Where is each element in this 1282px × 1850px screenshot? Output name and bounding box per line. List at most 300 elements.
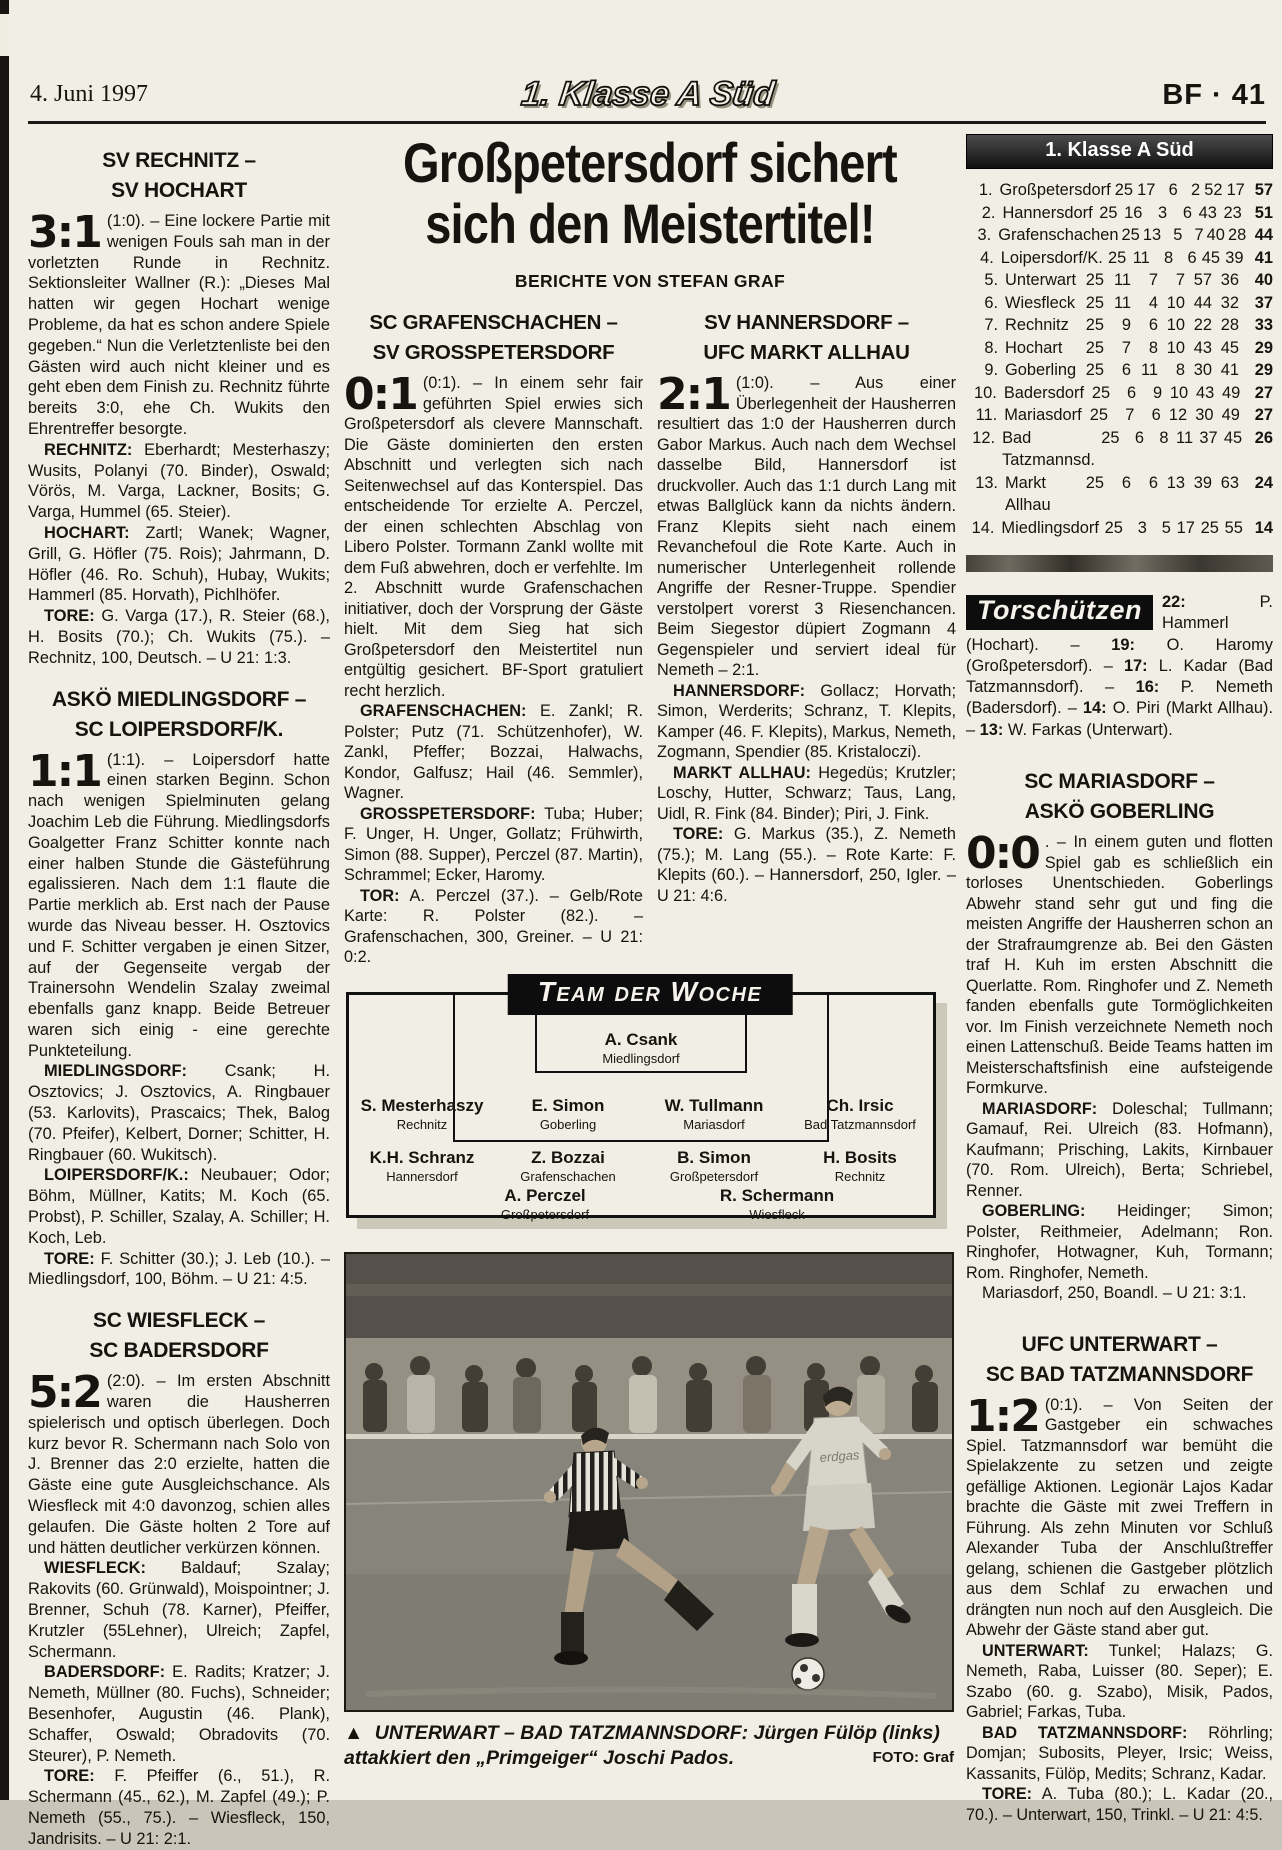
match-title-line2: SC BAD TATZMANNSDORF xyxy=(985,1362,1254,1386)
lineup-label: HANNERSDORF: xyxy=(673,681,806,700)
photo-credit: FOTO: Graf xyxy=(872,1748,954,1766)
player-club: Mariasdorf xyxy=(683,1116,745,1132)
match-title-line2: SV GROSSPETERSDORF xyxy=(372,341,615,364)
halftime-score: (0:1). xyxy=(422,374,461,392)
lineup-text: Eberhardt; Mesterhaszy; Wusits, Polanyi (70. Binder), Oswald; Vörös, M. Varga, Lackner, Bosits; G. Varga, Hummel (65. Steier). xyxy=(28,440,330,522)
match-score: 0:0 xyxy=(966,828,1039,880)
right-column xyxy=(966,134,1273,1825)
lineup-text: Neubauer; Odor; Böhm, Müllner, Katits; M. Koch (65. Probst), P. Schiller, Szalay, A. Schiller; H. Koch, Leb. xyxy=(28,1166,330,1247)
table-played: 25 xyxy=(1085,293,1104,312)
table-team: Großpetersdorf xyxy=(999,181,1111,199)
lineup-label: UNTERWART: xyxy=(982,1641,1089,1660)
scorer-goals: 22: xyxy=(1162,593,1186,611)
lineup-label: TOR: xyxy=(360,886,400,905)
table-wins: 3 xyxy=(1137,518,1147,537)
lead-text: – Eine lockere Partie mit wenigen Fouls sah man in der vorletzten Runde in Rechnitz. Sektionsleiter Wallner (R.): „Dieses Mal hatten wir gegen Hochart wenige Probleme, da hat es schon andere Spiele gegeben.“ Nun die Verletztenliste bei den Gästen wird auch nicht kleiner und es geht eben dem Finish zu. Rechnitz führte bereits 3:0, ehe Ch. Wukits den Ehrentreffer besorgte. xyxy=(28,212,330,438)
table-wins: 11 xyxy=(1132,248,1150,267)
lineup-label: MARKT ALLHAU: xyxy=(673,763,811,782)
table-played: 25 xyxy=(1101,428,1120,447)
league-table-row xyxy=(966,472,1273,517)
lineup-row xyxy=(28,606,330,668)
match-title-line1: SC WIESFLECK – xyxy=(93,1309,265,1333)
table-wins: 6 xyxy=(1121,473,1131,492)
table-losses: 10 xyxy=(1166,316,1185,334)
match-report-rechnitz-hochart xyxy=(28,146,330,669)
lineups xyxy=(966,1099,1273,1304)
table-goals-for: 40 xyxy=(1206,226,1225,244)
lineups xyxy=(966,1641,1273,1826)
player-name: B. Simon xyxy=(677,1147,751,1167)
lead-text: – Von Seiten der Gastgeber ein schwaches Spiel. Tatzmannsdorf war bemüht die Spielakzente zu setzen und zeigte gefällige Aktionen. Legionär Lajos Kadar brachte die Gäste mit zwei Treffern in Führung. Als zehn Minuten vor Schluß Alexander Tuba der Anschlußtreffer gelang, schienen die Gastgeber plötzlich aus dem Schlaf zu erwachen und drängten nun noch auf den Ausgleich. Die Abwehr der Gäste stand aber gut. xyxy=(966,1395,1273,1640)
photo-caption xyxy=(344,1721,956,1771)
table-wins: 11 xyxy=(1113,271,1131,289)
table-points: 41 xyxy=(1254,248,1273,267)
league-table-row xyxy=(966,269,1273,292)
match-report-grafenschachen-grosspetersdorf xyxy=(344,298,643,968)
player-name: E. Simon xyxy=(531,1095,605,1115)
table-goals-against: 49 xyxy=(1221,383,1241,402)
table-draws: 8 xyxy=(1148,338,1158,357)
table-goals-for: 37 xyxy=(1199,428,1218,447)
lineup-label: TORE: xyxy=(982,1785,1033,1804)
table-goals-against: 28 xyxy=(1227,226,1247,244)
player-name: Ch. Irsic xyxy=(826,1095,894,1115)
league-table-row xyxy=(966,292,1273,315)
team-of-week-pitch xyxy=(346,992,936,1222)
table-points: 44 xyxy=(1254,226,1273,244)
table-wins: 17 xyxy=(1137,181,1156,199)
match-title-line1: ASKÖ MIEDLINGSDORF – xyxy=(51,687,307,711)
table-played: 25 xyxy=(1121,226,1140,244)
match-lead xyxy=(344,369,643,701)
scorer-goals: 13: xyxy=(979,720,1004,739)
table-losses: 13 xyxy=(1166,473,1185,492)
table-points: 40 xyxy=(1254,271,1273,289)
table-team: Hochart xyxy=(1005,338,1063,357)
lineups xyxy=(28,1061,330,1290)
scorer-entry xyxy=(980,721,1173,739)
team-of-week-player xyxy=(429,1187,661,1222)
main-headline xyxy=(344,132,956,254)
match-score: 3:1 xyxy=(28,207,101,258)
top-scorers-label: Torschützen xyxy=(966,595,1153,630)
scorer-name: W. Farkas (Unterwart). xyxy=(1003,720,1173,739)
scorer-goals: 16: xyxy=(1135,678,1160,697)
table-wins: 6 xyxy=(1134,428,1145,447)
team-of-week-player xyxy=(495,1097,641,1132)
table-rank: 1. xyxy=(978,181,993,199)
lineup-label: WIESFLECK: xyxy=(44,1559,146,1578)
table-goals-for: 30 xyxy=(1195,406,1214,424)
lineup-text: Tunkel; Halazs; G. Nemeth, Raba, Luisser (80. Seper); E. Szabo (60. g. Szabo), Misik, Pados, Gabriel; Farkas, Tuba. xyxy=(966,1641,1273,1722)
table-losses: 10 xyxy=(1166,338,1185,357)
lineup-text: G. Markus (35.), Z. Nemeth (75.); M. Lang (55.). – Rote Karte: F. Klepits (60.). – Hannersdorf, 250, Igler. – U 21: 4:6. xyxy=(657,825,956,905)
table-goals-for: 22 xyxy=(1193,316,1212,334)
lineup-row xyxy=(28,1558,330,1662)
lead-text: – In einem guten und flotten Spiel gab es schließlich ein torloses Unentschieden. Goberlings Abwehr stand sehr gut und fing die meisten Angriffe der Hausherren schon an der Strafraumgrenze ab. Bei den Gästen traf H. Kuh im ersten Abschnitt die Querlatte. Rom. Ringhofer und Z. Nemeth fanden ebenfalls gute Tormöglichkeiten vor. Im Finish verzeichnete Nemeth noch einen Lattenschuß. Beide Teams hatten im Meisterschaftsfinish eine aufsteigende Formkurve. xyxy=(966,833,1273,1098)
lineup-text: Doleschal; Tullmann; Gamauf, Rei. Ulreich (83. Hofmann), Kaufmann; Prisching, Lakits, Kirnbauer (70. Rom. Ulreich), Berta; Schriebel, Renner. xyxy=(966,1099,1273,1200)
lineup-label: BADERSDORF: xyxy=(44,1663,166,1682)
player-club: Großpetersdorf xyxy=(500,1206,590,1222)
table-goals-for: 57 xyxy=(1193,271,1212,289)
table-points: 29 xyxy=(1254,361,1273,379)
scorer-name: O. Piri (Markt Allhau). – xyxy=(966,699,1274,739)
table-team: Markt Allhau xyxy=(1005,473,1051,514)
scan-edge-strip xyxy=(0,0,9,1800)
issue-date: 4. Juni 1997 xyxy=(30,81,149,107)
lineup-row xyxy=(28,523,330,606)
lineups xyxy=(28,1558,330,1849)
table-goals-against: 39 xyxy=(1225,248,1244,267)
table-played: 25 xyxy=(1108,248,1127,267)
table-draws: 3 xyxy=(1158,203,1168,222)
table-played: 25 xyxy=(1104,518,1123,537)
player-club: Miedlingsdorf xyxy=(602,1050,680,1066)
table-rank: 9. xyxy=(984,361,998,379)
match-title xyxy=(344,308,643,368)
table-wins: 6 xyxy=(1121,361,1131,379)
league-table-row xyxy=(966,359,1273,382)
halftime-score: (1:0). xyxy=(735,374,774,392)
table-goals-against: 55 xyxy=(1224,518,1243,537)
lineup-label: GOBERLING: xyxy=(982,1202,1086,1221)
match-title-line2: SC BADERSDORF xyxy=(89,1339,269,1363)
table-team: Wiesfleck xyxy=(1005,293,1076,312)
player-club: Hannersdorf xyxy=(386,1168,458,1184)
table-team: Goberling xyxy=(1005,361,1077,379)
table-goals-for: 43 xyxy=(1195,383,1215,402)
table-goals-against: 17 xyxy=(1226,181,1245,199)
match-title xyxy=(28,1306,330,1366)
lineup-text: F. Pfeiffer (6., 51.), R. Schermann (45., 62.), M. Zapfel (49.); P. Nemeth (55., 75.). – Wiesfleck, 150, Jandrisits. – U 21: 2:1. xyxy=(28,1767,330,1848)
halftime-score: (1:0). xyxy=(106,212,146,230)
match-lead xyxy=(28,745,330,1062)
table-losses: 7 xyxy=(1194,226,1204,244)
lineup-text: E. Zankl; R. Polster; Putz (71. Schützenhofer), W. Zankl, Pfeffer; Bozzai, Halwachs, Kondor, Galfusz; Hail (46. Semmler), Wagner. xyxy=(344,702,643,802)
table-draws: 5 xyxy=(1173,226,1183,244)
player-name: A. Csank xyxy=(604,1029,678,1049)
table-goals-for: 44 xyxy=(1193,293,1212,312)
lineup-text: Heidinger; Simon; Polster, Reithmeier, Adelmann; Ron. Ringhofer, Hotwagner, Kuh, Tormann; Rom. Ringhofer, Nemeth. xyxy=(966,1202,1273,1282)
scorer-goals: 19: xyxy=(1111,635,1135,654)
table-goals-for: 30 xyxy=(1193,361,1212,379)
league-table-title: 1. Klasse A Süd xyxy=(966,134,1273,169)
table-losses: 10 xyxy=(1166,293,1185,312)
lineup-row xyxy=(966,1283,1273,1304)
table-wins: 16 xyxy=(1124,203,1143,222)
table-played: 25 xyxy=(1099,203,1118,222)
table-wins: 13 xyxy=(1142,226,1162,244)
table-draws: 6 xyxy=(1151,406,1161,424)
table-draws: 6 xyxy=(1168,181,1178,199)
table-draws: 11 xyxy=(1140,361,1158,379)
table-team: Bad Tatzmannsd. xyxy=(1002,428,1095,469)
byline: BERICHTE VON STEFAN GRAF xyxy=(514,271,786,291)
headline-line2: sich den Meistertitel! xyxy=(425,192,875,255)
lineup-row xyxy=(966,1099,1273,1202)
scorer-goals: 14: xyxy=(1082,699,1107,718)
table-played: 25 xyxy=(1114,181,1133,199)
table-points: 57 xyxy=(1254,181,1273,199)
lineup-row xyxy=(344,804,643,886)
table-points: 51 xyxy=(1254,203,1273,222)
player-club: Großpetersdorf xyxy=(669,1168,759,1184)
match-score: 1:2 xyxy=(966,1390,1039,1442)
table-goals-against: 28 xyxy=(1220,316,1239,334)
table-played: 25 xyxy=(1085,361,1104,379)
scorer-name: P. Nemeth (Badersdorf). – xyxy=(966,678,1273,718)
table-losses: 6 xyxy=(1182,203,1193,222)
match-title-line2: UFC MARKT ALLHAU xyxy=(703,341,910,364)
league-table-row xyxy=(966,224,1273,247)
page-number: BF · 41 xyxy=(1162,79,1266,111)
table-goals-against: 23 xyxy=(1223,203,1242,222)
league-table-row xyxy=(966,179,1273,202)
team-of-week-player xyxy=(349,1149,495,1184)
match-lead xyxy=(966,1390,1273,1641)
table-wins: 9 xyxy=(1121,316,1131,334)
table-goals-for: 43 xyxy=(1193,338,1212,357)
player-name: K.H. Schranz xyxy=(369,1147,475,1167)
lineup-row xyxy=(966,1201,1273,1283)
match-title-line1: SC GRAFENSCHACHEN – xyxy=(369,311,618,334)
match-title-line1: SV RECHNITZ – xyxy=(102,149,256,172)
match-title xyxy=(966,1330,1273,1390)
headline-line1: Großpetersdorf sichert xyxy=(403,131,897,194)
match-score: 1:1 xyxy=(28,745,101,797)
table-played: 25 xyxy=(1085,473,1104,492)
separator-bar xyxy=(966,555,1273,572)
table-points: 26 xyxy=(1254,428,1273,447)
match-title-line1: SC MARIASDORF – xyxy=(1024,770,1215,794)
lead-text: – In einem sehr fair geführten Spiel erwies sich Großpetersdorf als clevere Mannschaft. Die Gäste dominierten den ersten Abschnitt und verlegten sich nach Seitenwechsel auf das Konterspiel. Das entscheidende Tor erzielte A. Perczel, der einen schlechten Abschlag von Libero Polster. Tormann Zankl wollte mit dem Fuß abwehren, doch er verfehlte. Im 2. Abschnitt wurde Grafenschachen initiativer, doch der Vorsprung der Gäste hielt. Mit dem Sieg hat sich Großpetersdorf den Meistertitel nun entgültig gesichert. BF-Sport gratuliert recht herzlich. xyxy=(344,374,643,700)
league-table-row xyxy=(966,517,1273,540)
player-name: H. Bosits xyxy=(823,1147,897,1167)
table-points: 37 xyxy=(1254,293,1273,312)
match-lead xyxy=(966,828,1273,1099)
player-club: Grafenschachen xyxy=(520,1168,616,1184)
lineup-row xyxy=(657,681,956,763)
lineup-label: TORE: xyxy=(44,1767,95,1786)
match-score: 0:1 xyxy=(344,369,417,420)
left-column xyxy=(28,136,330,1850)
halftime-score: (2:0). xyxy=(106,1372,146,1391)
team-of-week-keeper xyxy=(521,1031,761,1066)
table-team: Miedlingsdorf xyxy=(1001,518,1099,537)
table-draws: 9 xyxy=(1153,383,1163,402)
player-name: W. Tullmann xyxy=(664,1095,764,1115)
table-rank: 14. xyxy=(971,518,995,537)
lineup-label: GROSSPETERSDORF: xyxy=(360,804,536,823)
lineup-row xyxy=(657,763,956,825)
scorer-name: O. Haromy (Großpetersdorf). – xyxy=(966,635,1273,675)
player-name: Z. Bozzai xyxy=(531,1147,605,1167)
table-rank: 10. xyxy=(974,383,997,402)
lineup-row xyxy=(344,701,643,804)
lineup-label: MARIASDORF: xyxy=(982,1099,1098,1118)
match-title xyxy=(657,308,956,368)
player-name: A. Perczel xyxy=(504,1185,586,1205)
lineup-label: TORE: xyxy=(673,825,724,843)
masthead xyxy=(30,64,1266,116)
table-losses: 11 xyxy=(1176,428,1194,447)
table-draws: 6 xyxy=(1148,473,1158,492)
lineup-text: E. Radits; Kratzer; J. Nemeth, Müllner (80. Fuchs), Schneider; Besenhofer, Augustin (46. Plank), Schaffer, Oswald; Obradovits (70. Steurer), P. Nemeth. xyxy=(28,1663,330,1765)
match-title-line2: ASKÖ GOBERLING xyxy=(1024,800,1215,824)
lead-text: – Loipersdorf hatte einen starken Beginn. Schon nach wenigen Spielminuten gelang Joachim Leb die Führung. Miedlingsdorfs Goalgetter Franz Schitter konnte nach einer halben Stunde die Gästeführung egalissieren. Nach dem 1:1 flaute die Partie merklich ab. Erst nach der Pause wurde das Niveau besser. H. Osztovics und F. Schitter vergaben je einen Sitzer, auf der Gegenseite vergab der Trainersohn Wendelin Szalay zweimal ebenfalls ganz knapp. Beide Betreuer waren sich einig - eine gerechte Punkteteilung. xyxy=(28,750,330,1060)
section-title: 1. Klasse A Süd xyxy=(519,75,777,113)
halftime-score: . xyxy=(1044,833,1050,852)
player-name: R. Schermann xyxy=(719,1185,835,1205)
table-losses: 12 xyxy=(1168,406,1188,424)
table-draws: 7 xyxy=(1148,271,1158,289)
team-of-week-player xyxy=(641,1097,787,1132)
table-team: Hannersdorf xyxy=(1002,203,1093,222)
table-points: 29 xyxy=(1254,338,1273,357)
lineup-row xyxy=(28,1766,330,1849)
league-table xyxy=(966,134,1273,539)
match-photo xyxy=(344,1252,954,1712)
lineup-row xyxy=(657,824,956,906)
league-table-row xyxy=(966,202,1273,225)
lineup-text: Tuba; Huber; F. Unger, H. Unger, Gollatz; Frühwirth, Simon (88. Supper), Perczel (87. Martin), Schrammel; Ecker, Haromy. xyxy=(344,804,643,884)
team-of-week-row2 xyxy=(349,1149,933,1184)
table-rank: 12. xyxy=(972,428,996,447)
match-report-hannersdorf-marktallhau xyxy=(657,298,956,906)
lineups xyxy=(657,681,956,907)
table-played: 25 xyxy=(1085,338,1104,357)
table-goals-against: 45 xyxy=(1223,428,1243,447)
team-of-week-row3 xyxy=(429,1187,893,1222)
lineup-text: F. Schitter (30.); J. Leb (10.). – Miedlingsdorf, 100, Böhm. – U 21: 4:5. xyxy=(28,1249,330,1289)
match-title-line2: SV HOCHART xyxy=(111,179,247,202)
table-rank: 7. xyxy=(984,316,998,334)
league-table-row xyxy=(966,427,1273,472)
scorer-name: L. Kadar (Bad Tatzmannsdorf). – xyxy=(966,656,1273,697)
table-losses: 2 xyxy=(1190,181,1201,199)
table-team: Loipersdorf/K. xyxy=(1000,248,1103,267)
table-team: Badersdorf xyxy=(1003,383,1085,402)
lineup-text: A. Tuba (80.); L. Kadar (20., 70.). – Unterwart, 150, Trinkl. – U 21: 4:5. xyxy=(966,1785,1273,1824)
caption-text: UNTERWART – BAD TATZMANNSDORF: Jürgen Fülöp (links) attakkiert den „Primgeiger“ Joschi Pados. xyxy=(344,1721,940,1769)
table-rank: 13. xyxy=(975,473,998,492)
table-losses: 7 xyxy=(1175,271,1185,289)
lineups xyxy=(28,440,330,669)
lineup-label: RECHNITZ: xyxy=(44,440,133,459)
table-goals-against: 41 xyxy=(1220,361,1239,379)
team-of-week-player xyxy=(787,1097,933,1132)
scorer-name: P. Hammerl (Hochart). – xyxy=(966,593,1273,654)
lineup-text: Hegedüs; Krutzler; Loschy, Hutter, Schwarz; Taus, Lang, Uidl, R. Fink (84. Binder); Piri, J. Fink. xyxy=(657,763,956,823)
table-draws: 8 xyxy=(1164,248,1174,267)
table-draws: 4 xyxy=(1148,293,1158,312)
match-score: 5:2 xyxy=(28,1367,101,1419)
masthead-rule xyxy=(28,121,1266,124)
table-rank: 2. xyxy=(981,203,996,222)
table-team: Rechnitz xyxy=(1005,316,1069,334)
table-points: 14 xyxy=(1254,518,1274,537)
lineup-row xyxy=(28,1165,330,1248)
lineup-row xyxy=(28,1249,330,1291)
match-title xyxy=(28,685,330,745)
player-name: S. Mesterhaszy xyxy=(360,1095,484,1115)
halftime-score: (1:1). xyxy=(106,750,146,769)
lineup-row xyxy=(344,886,643,968)
table-draws: 6 xyxy=(1148,316,1158,334)
jersey-sponsor-text: erdgas xyxy=(819,1446,860,1465)
table-goals-against: 63 xyxy=(1220,473,1239,492)
lineup-text: Baldauf; Szalay; Rakovits (60. Grünwald), Moispointner; J. Brenner, Schuh (78. Karner), Pfeiffer, Krutzler (55Lehner), Ulreich; Zapfel, Schermann. xyxy=(28,1559,330,1661)
lineup-text: A. Perczel (37.). – Gelb/Rote Karte: R. Polster (82.). – Grafenschachen, 300, Greiner. – U 21: 0:2. xyxy=(344,886,643,966)
table-wins: 7 xyxy=(1125,406,1135,424)
match-lead xyxy=(28,1367,330,1558)
table-wins: 11 xyxy=(1113,293,1131,312)
match-score: 2:1 xyxy=(657,369,730,420)
lineup-row xyxy=(28,1061,330,1165)
match-title xyxy=(966,767,1273,827)
league-table-row xyxy=(966,382,1273,405)
lineup-text: G. Varga (17.), R. Steier (68.), H. Bosits (70.); Ch. Wukits (75.). – Rechnitz, 100, Deutsch. – U 21: 1:3. xyxy=(28,607,330,667)
player-club: Rechnitz xyxy=(396,1116,448,1132)
match-lead xyxy=(657,369,956,681)
lineups xyxy=(344,701,643,968)
table-goals-for: 45 xyxy=(1201,248,1221,267)
match-report-mariasdorf-goberling xyxy=(966,767,1273,1304)
league-table-rows xyxy=(966,179,1273,539)
table-draws: 8 xyxy=(1159,428,1169,447)
table-draws: 5 xyxy=(1161,518,1171,537)
table-losses: 8 xyxy=(1175,361,1185,379)
table-wins: 6 xyxy=(1126,383,1137,402)
center-column xyxy=(344,128,956,1790)
table-losses: 6 xyxy=(1187,248,1197,267)
lineup-text: Mariasdorf, 250, Boandl. – U 21: 3:1. xyxy=(982,1284,1247,1303)
halftime-score: (0:1). xyxy=(1044,1395,1083,1414)
table-losses: 10 xyxy=(1169,383,1189,402)
lineup-label: GRAFENSCHACHEN: xyxy=(360,702,527,720)
player-club: Rechnitz xyxy=(834,1168,886,1184)
scorer-goals: 17: xyxy=(1123,656,1148,675)
lead-text: – Aus einer Überlegenheit der Hausherren resultiert das 1:0 der Hausherren durch Gabor Markus. Auch nach dem Wechsel dasselbe Bild, Hannersdorf ist druckvoller. Auch das 1:1 durch Lang mit etwas Ballglück kann da nichts ändern. Franz Klepits sieht nach einem Revanchefoul die Rote Karte. Auch in numerischer Unterlegenheit rollende Angriffe der Resner-Truppe. Spendier verstolpert vorerst 3 Riesenchancen. Beim Siegestor düpiert Zogmann 4 Gegenspieler und serviert ideal für Nemeth – 2:1. xyxy=(657,374,956,679)
match-lead xyxy=(28,207,330,440)
lineup-label: HOCHART: xyxy=(44,523,130,542)
table-wins: 7 xyxy=(1121,338,1131,357)
scan-edge-notch xyxy=(0,14,9,56)
table-team: Grafenschachen xyxy=(998,226,1119,244)
table-goals-for: 39 xyxy=(1193,473,1212,492)
match-title-line1: UFC UNTERWART – xyxy=(1021,1332,1218,1356)
lineup-label: TORE: xyxy=(44,1249,95,1268)
team-of-week-box xyxy=(344,976,956,1228)
table-rank: 4. xyxy=(980,248,994,267)
player-club: Wiesfleck xyxy=(749,1206,805,1222)
player-club: Goberling xyxy=(539,1116,597,1132)
table-rank: 11. xyxy=(975,406,998,424)
table-goals-for: 25 xyxy=(1200,518,1219,537)
table-rank: 8. xyxy=(984,338,998,357)
ball xyxy=(792,1658,824,1690)
league-table-row xyxy=(966,314,1273,337)
table-team: Unterwart xyxy=(1005,271,1077,289)
lineup-text: Csank; H. Osztovics; J. Osztovics, A. Ringbauer (53. Karlovits), Prascaics; Thek, Balog (70. Pfeifer), Kelbert, Dorner; Schitter, H. Ringbauer (60. Wukitsch). xyxy=(28,1062,330,1164)
lineup-row xyxy=(28,440,330,523)
team-of-week-row1 xyxy=(349,1097,933,1132)
table-points: 27 xyxy=(1254,383,1273,402)
table-goals-against: 49 xyxy=(1221,406,1240,424)
match-title-line2: SC LOIPERSDORF/K. xyxy=(74,717,284,741)
table-team: Mariasdorf xyxy=(1004,406,1082,424)
table-played: 25 xyxy=(1085,316,1104,334)
